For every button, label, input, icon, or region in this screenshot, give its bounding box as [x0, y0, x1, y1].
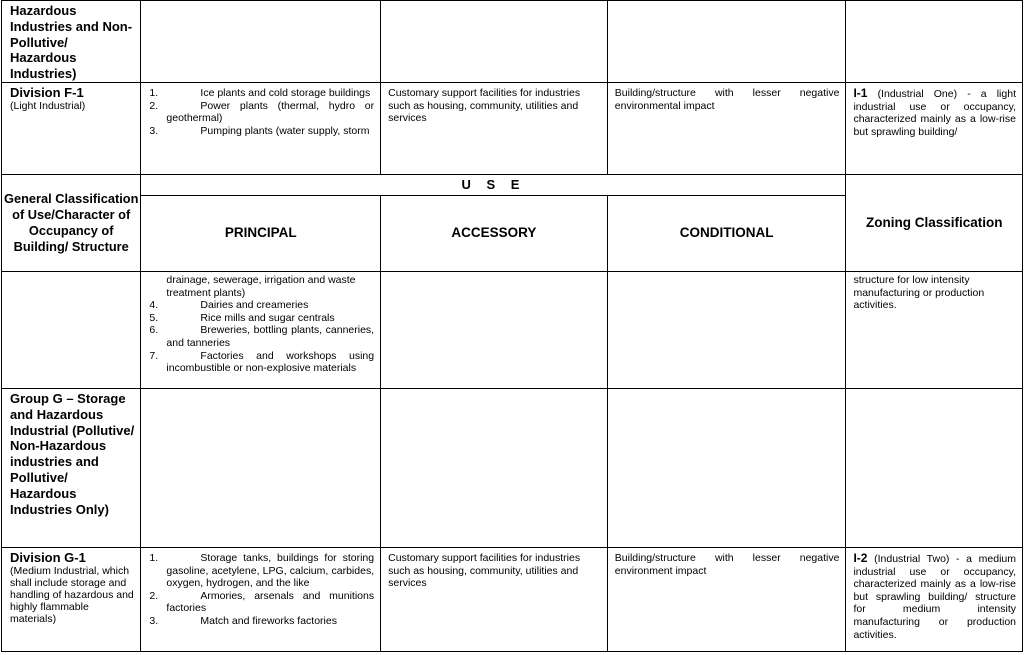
empty-cell [381, 1, 608, 83]
empty-cell [141, 389, 381, 548]
principal-cell [141, 272, 381, 389]
list-item [149, 299, 374, 312]
group-label [2, 389, 141, 548]
list-number: 3. [149, 124, 159, 137]
list-text: Ice plants and cold storage buildings [200, 87, 371, 99]
empty-cell [846, 389, 1023, 548]
principal-list [141, 548, 380, 628]
empty-cell [607, 389, 846, 548]
principal-list [141, 299, 380, 375]
empty-cell [141, 1, 381, 83]
empty-cell [607, 1, 846, 83]
list-text: Dairies and creameries [200, 299, 309, 312]
table-row [2, 1, 1023, 83]
table-row [2, 272, 1023, 389]
header-text: U S E [461, 176, 526, 192]
accessory-cell [381, 83, 608, 175]
group-label-text: Hazardous Industries and Non-Pollutive/ Hazardous Industries) [10, 3, 133, 82]
division-subtitle: (Medium Industrial, which shall include storage and handling of hazardous and highly flammable materials) [10, 565, 134, 625]
list-item [149, 589, 375, 615]
group-label-text: Group G – Storage and Hazardous Industrial (Pollutive/ Non-Hazardous industries and Pollutive/ Hazardous Industries Only) [10, 391, 135, 517]
principal-cell [141, 548, 381, 652]
empty-cell [381, 272, 608, 389]
conditional-cell [607, 83, 846, 175]
empty-cell [2, 272, 141, 389]
table-row [2, 389, 1023, 548]
zoning-text: (Industrial Two) - a medium industrial use or occupancy, characterized mainly as a low-rise but sprawling building/ structure for medium intensity manufacturing or production activities. [853, 553, 1016, 641]
list-item [149, 311, 374, 325]
principal-list [141, 83, 380, 137]
accessory-text: Customary support facilities for industries such as housing, community, utilities and services [388, 87, 581, 125]
header-row [2, 175, 1023, 196]
conditional-header [607, 196, 846, 272]
division-cell [2, 83, 141, 175]
list-number: 2. [149, 589, 159, 602]
list-text: Match and fireworks factories [200, 614, 337, 627]
list-item [149, 552, 375, 590]
conditional-text: Building/structure with lesser negative environment impact [614, 552, 840, 577]
empty-cell [607, 272, 846, 389]
header-text: Zoning Classification [865, 214, 1003, 230]
list-number: 1. [149, 87, 159, 99]
conditional-cell [607, 548, 846, 652]
list-text: Storage tanks, buildings for storing gasoline, acetylene, LPG, calcium, carbides, oxygen, hydrogen, and the like [166, 552, 375, 590]
division-cell [2, 548, 141, 652]
zoning-cell [846, 83, 1023, 175]
zoning-cell [846, 548, 1023, 652]
division-name: Division F-1 [10, 85, 84, 100]
list-item [149, 614, 374, 628]
list-text: Rice mills and sugar centrals [200, 311, 335, 324]
accessory-text: Customary support facilities for industries such as housing, community, utilities and services [388, 552, 581, 590]
principal-cell [141, 83, 381, 175]
principal-continued: drainage, sewerage, irrigation and waste treatment plants) [166, 274, 356, 299]
division-subtitle: (Light Industrial) [10, 100, 86, 112]
list-item [149, 324, 375, 349]
list-number: 1. [149, 552, 159, 564]
list-number: 4. [149, 299, 159, 312]
header-text: CONDITIONAL [679, 225, 774, 241]
list-text: Factories and workshops using incombustible or non-explosive materials [166, 349, 375, 375]
group-label [2, 1, 141, 83]
table-row [2, 83, 1023, 175]
list-text: Armories, arsenals and munitions factories [166, 589, 375, 615]
zoning-classification-header [846, 175, 1023, 272]
conditional-text: Building/structure with lesser negative environmental impact [614, 87, 840, 112]
zoning-text: structure for low intensity manufacturing or production activities. [853, 274, 985, 312]
zoning-table [1, 0, 1023, 652]
list-item [149, 99, 375, 125]
zoning-code: I-1 [853, 86, 868, 100]
list-number: 6. [149, 324, 159, 337]
header-text: General Classification of Use/Character of Occupancy of Building/ Structure [4, 190, 139, 255]
empty-cell [381, 389, 608, 548]
division-name: Division G-1 [10, 550, 86, 565]
list-item [149, 124, 374, 138]
list-text: Pumping plants (water supply, storm [200, 124, 370, 137]
header-text: ACCESSORY [451, 225, 537, 241]
use-header [141, 175, 846, 196]
zoning-cell [846, 272, 1023, 389]
accessory-header [381, 196, 608, 272]
header-text: PRINCIPAL [224, 225, 297, 241]
list-item [149, 87, 374, 100]
list-text: Power plants (thermal, hydro or geothermal) [166, 99, 375, 125]
list-item [149, 349, 375, 375]
list-number: 2. [149, 99, 159, 112]
principal-header [141, 196, 381, 272]
general-classification-header [2, 175, 141, 272]
empty-cell [846, 1, 1023, 83]
table-row [2, 548, 1023, 652]
accessory-cell [381, 548, 608, 652]
zoning-text: (Industrial One) - a light industrial use or occupancy, characterized mainly as a low-rise but sprawling building/ [853, 88, 1016, 138]
list-text: Breweries, bottling plants, canneries, and tanneries [166, 324, 375, 349]
zoning-code: I-2 [853, 551, 868, 565]
list-number: 5. [149, 311, 159, 324]
list-number: 3. [149, 614, 159, 627]
list-number: 7. [149, 349, 159, 362]
